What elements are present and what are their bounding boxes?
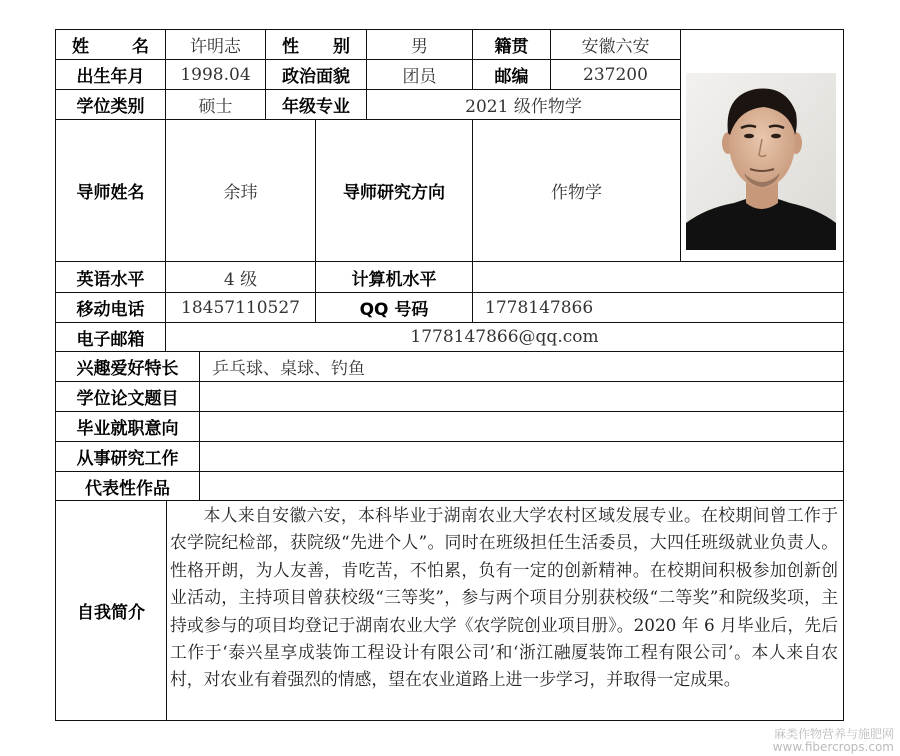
english-value: 4 级: [165, 261, 315, 292]
email-value: 1778147866@qq.com: [165, 322, 843, 351]
postcode-value: 237200: [550, 59, 680, 89]
email-label: 电子邮箱: [56, 322, 165, 351]
qq-value: 1778147866: [472, 292, 843, 322]
intro-text: 本人来自安徽六安，本科毕业于湖南农业大学农村区域发展专业。在校期间曾工作于农学院纪检部，获院级“先进个人”。同时在班级担任生活委员，大四任班级就业负责人。性格开朗，为人友善，肯吃苦，不怕累，负有一定的创新精神。在校期间积极参加创新创业活动，主持项目曾获校级“三等奖”，参与两个项目分别获校级“二等奖”和院级奖项，主持或参与的项目均登记于湖南农业大学《农学院创业项目册》。2020 年 6 月毕业后，先后工作于‘泰兴星享成装饰工程设计有限公司’和‘浙江融厦装饰工程有限公司’。本人来自农村，对农业有着强烈的情感，望在农业道路上进一步学习，并取得一定成果。: [170, 505, 838, 690]
politics-value: 团员: [366, 59, 472, 89]
grade-value: 2021 级作物学: [366, 89, 680, 119]
birth-value: 1998.04: [165, 59, 265, 89]
phone-label: 移动电话: [56, 292, 165, 322]
postcode-label: 邮编: [472, 59, 550, 89]
thesis-value: [199, 381, 843, 411]
portrait-photo: [686, 73, 836, 250]
advisor-value: 余玮: [165, 119, 315, 261]
advisor-direction-label: 导师研究方向: [315, 119, 472, 261]
origin-value: 安徽六安: [550, 30, 680, 59]
hobby-value: 乒乓球、桌球、钓鱼: [199, 351, 843, 381]
phone-value: 18457110527: [165, 292, 315, 322]
hobby-label: 兴趣爱好特长: [56, 351, 199, 381]
birth-label: 出生年月: [56, 59, 165, 89]
advisor-direction-value: 作物学: [472, 119, 680, 261]
gender-label-char-1: 性: [282, 37, 299, 57]
degree-label: 学位类别: [56, 89, 165, 119]
name-label-char-1: 姓: [72, 37, 89, 57]
qq-label: QQ 号码: [315, 292, 472, 322]
computer-value: [472, 261, 843, 292]
computer-label: 计算机水平: [315, 261, 472, 292]
name-label-char-2: 名: [132, 37, 149, 57]
works-label: 代表性作品: [56, 471, 199, 500]
research-label: 从事研究工作: [56, 441, 199, 471]
grade-label: 年级专业: [265, 89, 366, 119]
origin-label: 籍贯: [472, 30, 550, 59]
thesis-label: 学位论文题目: [56, 381, 199, 411]
intro-text-block: [166, 500, 842, 720]
watermark-line-2: www.fibercrops.com: [772, 740, 894, 754]
research-value: [199, 441, 843, 471]
career-label: 毕业就职意向: [56, 411, 199, 441]
career-value: [199, 411, 843, 441]
intro-label: 自我简介: [56, 500, 166, 720]
watermark-line-1: 麻类作物营养与施肥网: [773, 727, 894, 741]
name-value: 许明志: [165, 30, 265, 59]
gender-value: 男: [366, 30, 472, 59]
name-label: [56, 30, 165, 59]
degree-value: 硕士: [165, 89, 265, 119]
gender-label: [265, 30, 366, 59]
resume-table: [55, 29, 844, 721]
works-value: [199, 471, 843, 500]
watermark: [773, 728, 894, 754]
advisor-label: 导师姓名: [56, 119, 165, 261]
politics-label: 政治面貌: [265, 59, 366, 89]
gender-label-char-2: 别: [333, 37, 350, 57]
english-label: 英语水平: [56, 261, 165, 292]
